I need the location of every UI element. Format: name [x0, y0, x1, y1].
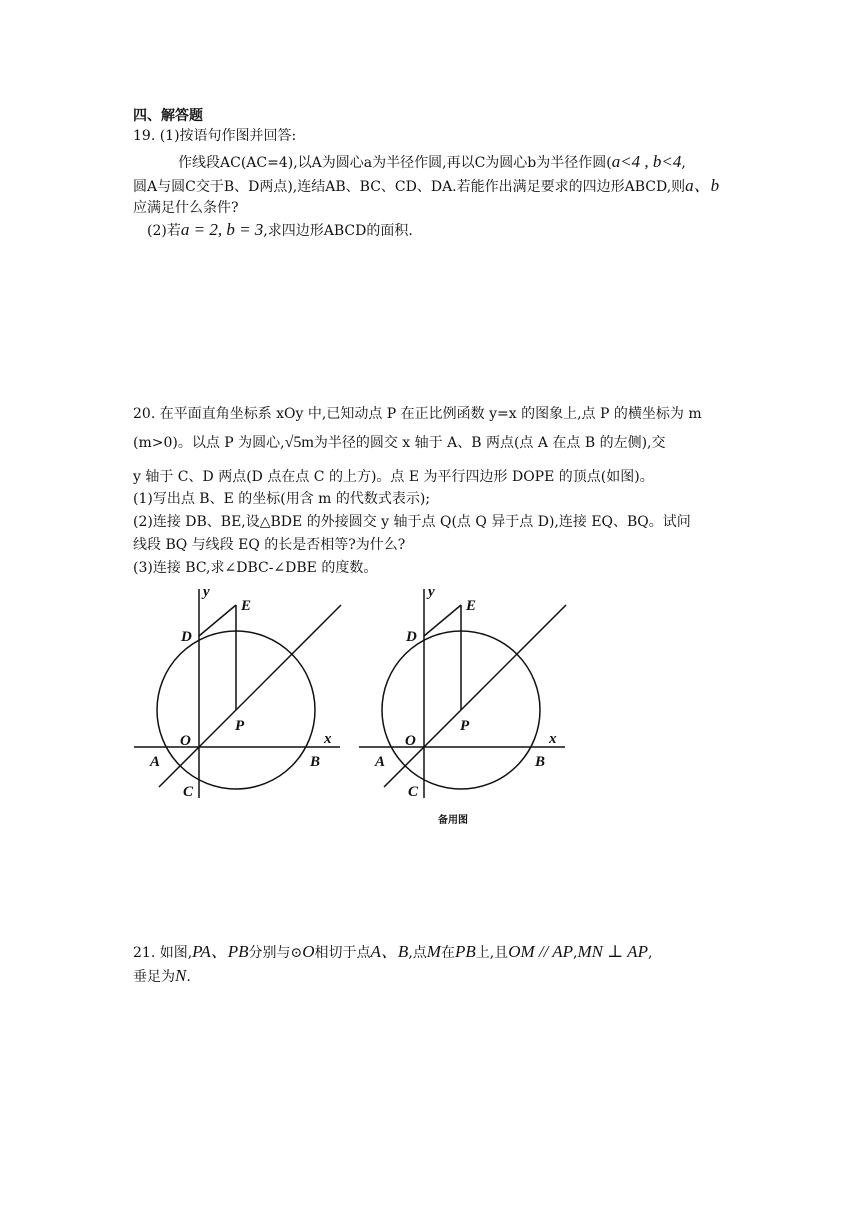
label-o: O: [405, 733, 416, 749]
q21-text: 在: [440, 945, 455, 961]
q20-line-1: 20. 在平面直角坐标系 xOy 中,已知动点 P 在正比例函数 y=x 的图象上,点 P 的横坐标为 m: [133, 406, 702, 422]
q19-line-2: [178, 152, 686, 173]
label-b: B: [535, 754, 546, 770]
q21-text: 上,且: [475, 945, 509, 961]
q21-text: 21. 如图,: [133, 945, 193, 961]
label-p: P: [235, 718, 245, 734]
label-a: A: [150, 754, 161, 770]
q21-text: 分别与⊙: [248, 945, 303, 961]
section-heading: 四、解答题: [133, 108, 203, 124]
q21-math: OM // AP: [508, 942, 574, 961]
q19-text: 作线段AC(AC=4),以A为圆心a为半径作圆,再以C为圆心b为半径作圆(: [178, 155, 612, 171]
q19-line-5: [147, 220, 413, 241]
q20-text: 为半径的圆交 x 轴于 A、B 两点(点 A 在点 B 的左侧),交: [313, 435, 666, 451]
label-c: C: [408, 784, 419, 800]
backup-figure-caption: 备用图: [438, 815, 468, 826]
q21-text: 相切于点: [314, 945, 371, 961]
q19-values-math: a = 2, b = 3: [180, 220, 264, 239]
q21-math: O: [302, 942, 315, 961]
q19-text: 圆A与圆C交于B、D两点),连结AB、BC、CD、DA.若能作出满足要求的四边形ABCD,则: [133, 179, 686, 195]
q20-part-3: (3)连接 BC,求∠DBC-∠DBE 的度数。: [133, 560, 378, 576]
q21-math: N: [175, 966, 187, 985]
label-p: P: [460, 718, 470, 734]
q21-text: ,点: [408, 945, 427, 961]
q21-text: ,: [573, 945, 578, 961]
label-b: B: [310, 754, 321, 770]
q21-text: 垂足为: [133, 969, 175, 985]
label-c: C: [183, 784, 194, 800]
q21-math: A、B: [370, 942, 409, 961]
q21-math: MN ⊥ AP: [577, 942, 648, 961]
q21-math: PA、PB: [192, 942, 249, 961]
q19-line-3: [133, 176, 719, 197]
q21-line-2: [133, 966, 191, 987]
label-d: D: [181, 629, 192, 645]
q20-part-1: (1)写出点 B、E 的坐标(用含 m 的代数式表示);: [133, 491, 431, 507]
q20-part-2: (2)连接 DB、BE,设△BDE 的外接圆交 y 轴于点 Q(点 Q 异于点 D),连接 EQ、BQ。试问: [133, 514, 691, 530]
label-y: y: [428, 584, 435, 600]
q19-condition-math: a<4 , b<4: [611, 152, 682, 171]
label-e: E: [241, 598, 252, 614]
q20-part-2-cont: 线段 BQ 与线段 EQ 的长是否相等?为什么?: [133, 537, 406, 553]
q21-line-1: [133, 942, 652, 963]
q20-radius-math: √5m: [284, 434, 314, 451]
q21-text: ,: [647, 945, 653, 961]
q20-line-2: [133, 433, 666, 453]
label-x: x: [324, 731, 332, 747]
q19-text: ,求四边形ABCD的面积.: [263, 223, 413, 239]
label-o: O: [180, 733, 191, 749]
q19-text: (2)若: [147, 223, 181, 239]
q19-punct: ,: [681, 155, 686, 171]
q20-figure: [130, 583, 350, 803]
q21-text: .: [186, 969, 191, 985]
q20-backup-figure: [355, 583, 575, 803]
label-x: x: [549, 731, 557, 747]
q21-math: M: [426, 942, 441, 961]
q21-math: PB: [454, 942, 476, 961]
q19-line-4: 应满足什么条件?: [133, 200, 239, 216]
q20-line-3: y 轴于 C、D 两点(D 点在点 C 的上方)。点 E 为平行四边形 DOPE 的顶点(如图)。: [133, 469, 654, 485]
label-y: y: [203, 584, 210, 600]
label-e: E: [466, 598, 477, 614]
label-a: A: [375, 754, 386, 770]
q19-ab-math: a、b: [685, 176, 720, 195]
label-d: D: [406, 629, 417, 645]
q20-text: (m>0)。以点 P 为圆心,: [133, 435, 285, 451]
q19-line-1: 19. (1)按语句作图并回答:: [133, 128, 297, 144]
